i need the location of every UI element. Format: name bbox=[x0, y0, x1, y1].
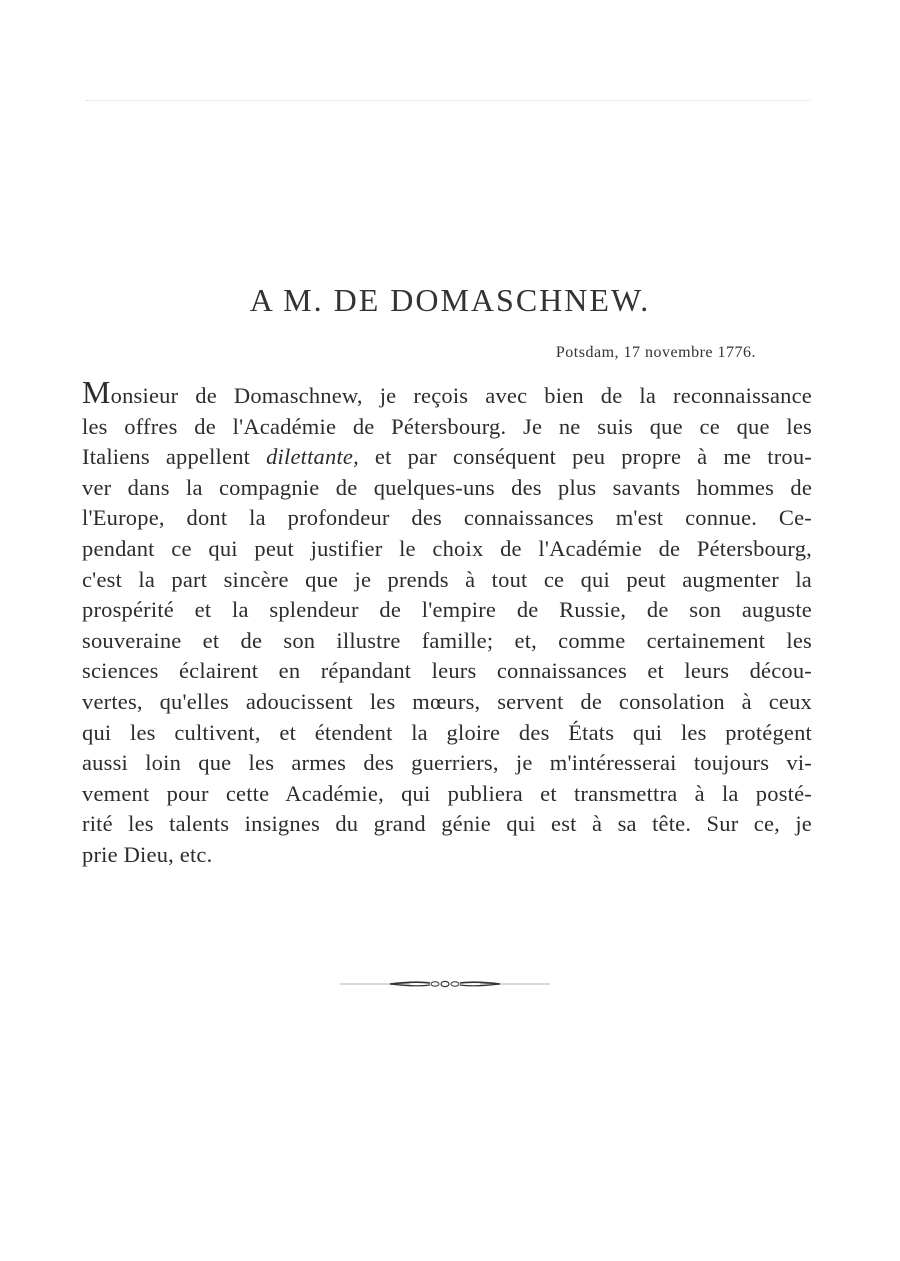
body-line: Monsieur de Domaschnew, je reçois avec bien de la reconnaissance bbox=[82, 374, 812, 410]
body-line: ver dans la compagnie de quelques-uns des plus savants hommes de bbox=[82, 474, 812, 500]
body-line: sciences éclairent en répandant leurs connaissances et leurs décou- bbox=[82, 658, 812, 684]
italic-word: dilettante, bbox=[266, 444, 359, 470]
body-line: vertes, qu'elles adoucissent les mœurs, servent de consolation à ceux bbox=[82, 688, 812, 714]
top-rule bbox=[86, 100, 810, 101]
dateline: Potsdam, 17 novembre 1776. bbox=[555, 344, 756, 361]
body-line: vement pour cette Académie, qui publiera et transmettra à la posté- bbox=[82, 780, 812, 806]
body-line: c'est la part sincère que je prends à tout ce qui peut augmenter la bbox=[82, 566, 812, 592]
body-line: qui les cultivent, et étendent la gloire des États qui les protégent bbox=[82, 719, 812, 745]
body-line: prospérité et la splendeur de l'empire de Russie, de son auguste bbox=[82, 597, 812, 623]
letter-title: A M. DE DOMASCHNEW. bbox=[249, 282, 651, 318]
body-line: pendant ce qui peut justifier le choix de l'Académie de Pétersbourg, bbox=[82, 535, 812, 561]
body-line: rité les talents insignes du grand génie qui est à sa tête. Sur ce, je bbox=[82, 811, 812, 837]
ornament-divider bbox=[340, 976, 550, 992]
letter-body bbox=[82, 374, 812, 871]
body-line: Italiens appellent dilettante, et par conséquent peu propre à me trou- bbox=[82, 444, 812, 470]
body-line: aussi loin que les armes des guerriers, je m'intéresserai toujours vi- bbox=[82, 750, 812, 776]
body-line: les offres de l'Académie de Pétersbourg. Je ne suis que ce que les bbox=[82, 413, 812, 439]
body-line: l'Europe, dont la profondeur des connaissances m'est connue. Ce- bbox=[82, 505, 812, 531]
body-line: souveraine et de son illustre famille; et, comme certainement les bbox=[82, 627, 812, 653]
drop-cap: M bbox=[82, 374, 111, 410]
body-line: prie Dieu, etc. bbox=[82, 841, 213, 867]
